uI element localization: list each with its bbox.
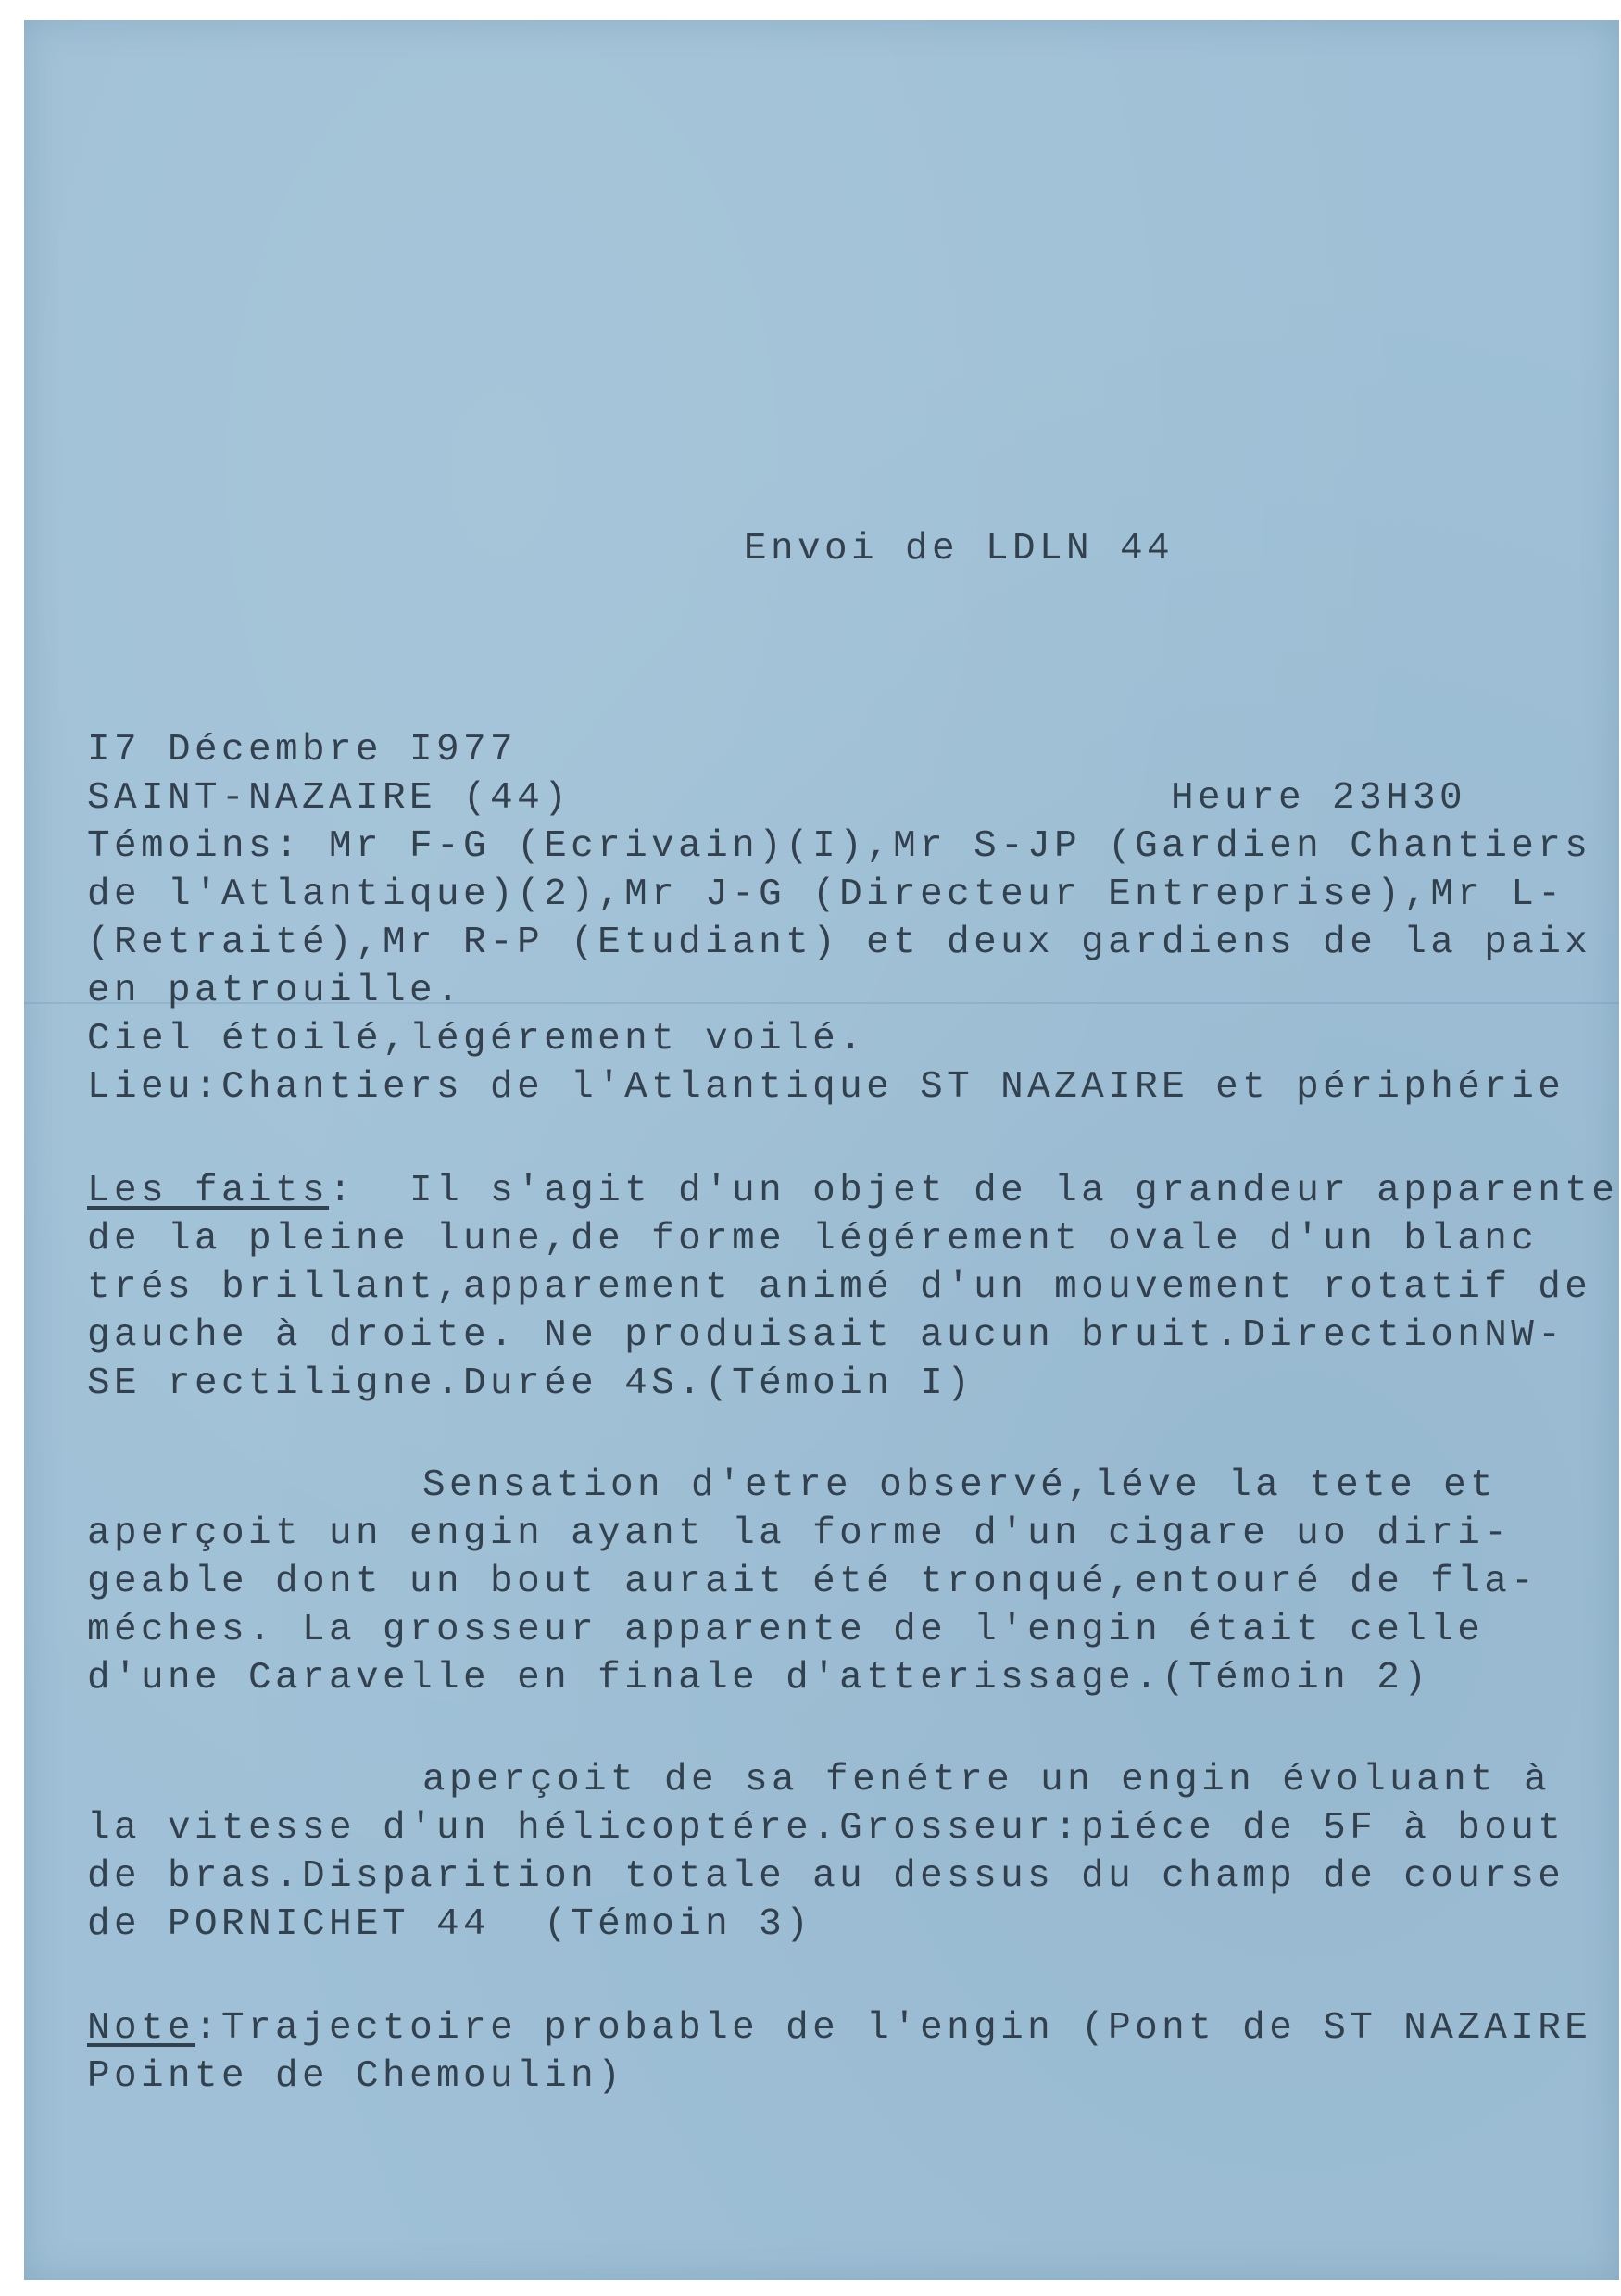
witness3-line: de PORNICHET 44 (Témoin 3) <box>87 1903 813 1946</box>
facts-label: Les faits <box>87 1170 330 1212</box>
note-line: :Trajectoire probable de l'engin (Pont de ST NAZAIRE <box>195 2007 1592 2050</box>
witnesses-line: en patrouille. <box>87 970 464 1012</box>
sky-condition-line: Ciel étoilé,légérement voilé. <box>87 1018 867 1060</box>
witness3-line: aperçoit de sa fenétre un engin évoluant à <box>422 1759 1552 1801</box>
note-label: Note <box>87 2007 195 2050</box>
witness2-line: méches. La grosseur apparente de l'engin était celle <box>87 1609 1485 1651</box>
document-header: Envoi de LDLN 44 <box>744 528 1175 571</box>
report-time: Heure 23H30 <box>1171 777 1467 820</box>
witness2-line: Sensation d'etre observé,léve la tete et <box>422 1464 1498 1507</box>
witness2-line: geable dont un bout aurait été tronqué,entouré de fla- <box>87 1561 1539 1603</box>
facts-line: trés brillant,apparement animé d'un mouvement rotatif de <box>87 1266 1592 1309</box>
facts-line: gauche à droite. Ne produisait aucun bruit.DirectionNW- <box>87 1314 1565 1357</box>
typewritten-page <box>24 20 1619 2280</box>
witnesses-line: (Retraité),Mr R-P (Etudiant) et deux gardiens de la paix <box>87 922 1592 964</box>
witness2-line: d'une Caravelle en finale d'atterissage.(Témoin 2) <box>87 1657 1431 1700</box>
note-first-line <box>87 2004 1591 2052</box>
facts-line: de la pleine lune,de forme légérement ovale d'un blanc <box>87 1218 1539 1261</box>
witness3-line: de bras.Disparition totale au dessus du champ de course <box>87 1855 1565 1898</box>
report-place: SAINT-NAZAIRE (44) <box>87 777 572 820</box>
location-line: Lieu:Chantiers de l'Atlantique ST NAZAIRE et périphérie <box>87 1066 1565 1109</box>
facts-line: : Il s'agit d'un objet de la grandeur apparente <box>329 1170 1619 1212</box>
report-date: I7 Décembre I977 <box>87 729 518 772</box>
witness3-line: la vitesse d'un hélicoptére.Grosseur:piéce de 5F à bout <box>87 1807 1565 1850</box>
facts-first-line <box>87 1167 1618 1215</box>
note-line: Pointe de Chemoulin) <box>87 2055 625 2098</box>
witnesses-line: Témoins: Mr F-G (Ecrivain)(I),Mr S-JP (Gardien Chantiers <box>87 825 1592 868</box>
facts-line: SE rectiligne.Durée 4S.(Témoin I) <box>87 1362 974 1405</box>
witness2-line: aperçoit un engin ayant la forme d'un cigare uo diri- <box>87 1512 1512 1555</box>
witnesses-line: de l'Atlantique)(2),Mr J-G (Directeur Entreprise),Mr L- <box>87 873 1565 916</box>
